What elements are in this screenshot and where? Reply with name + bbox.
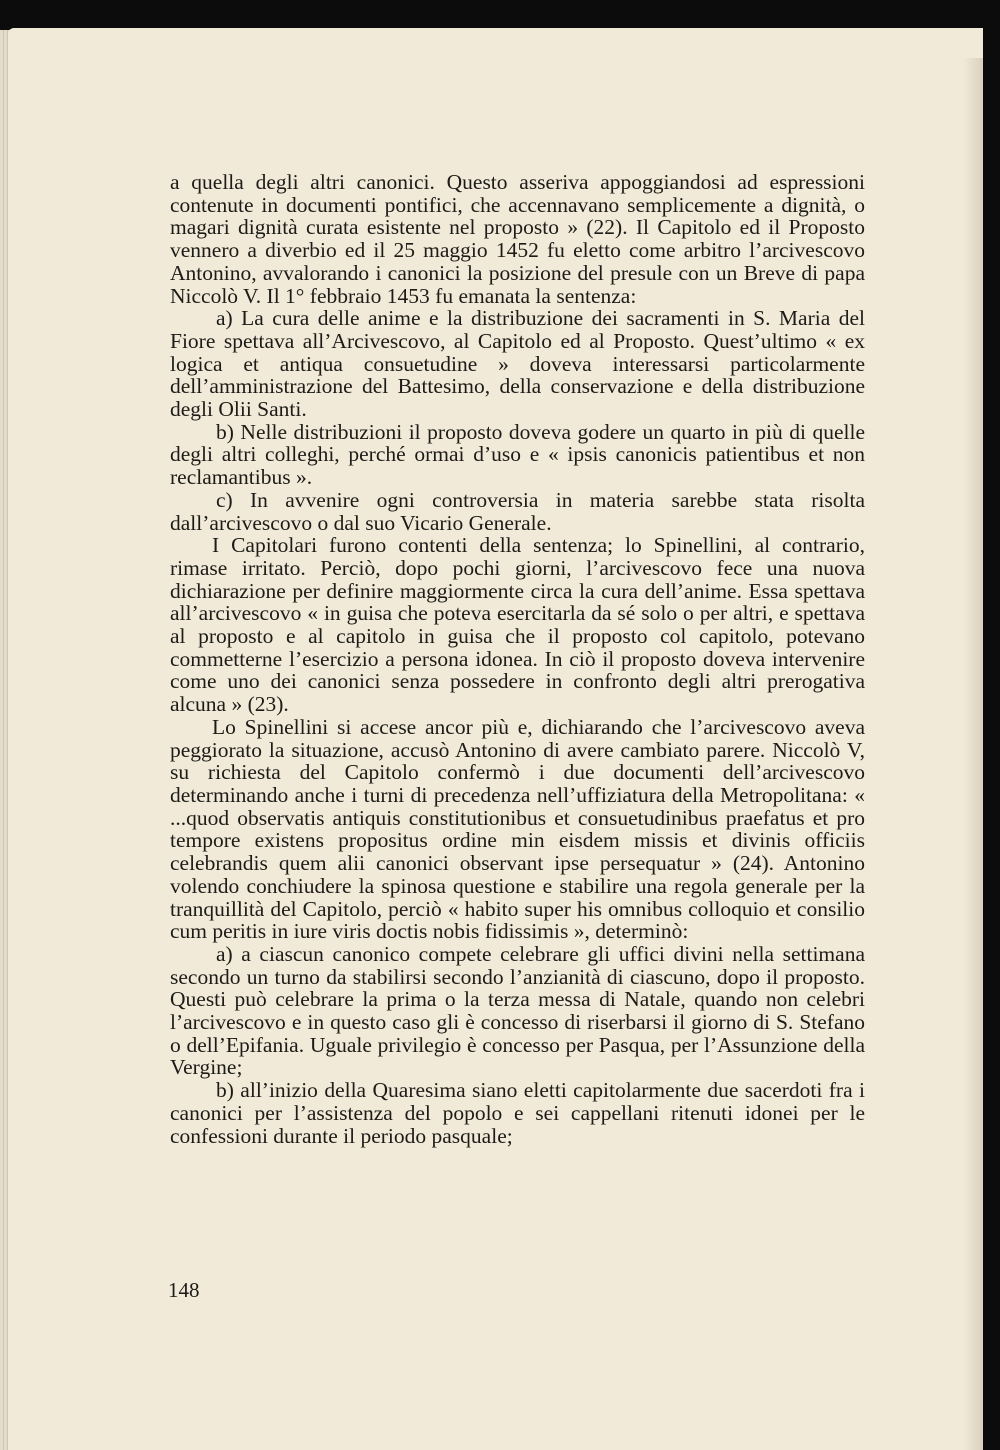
paragraph-item-a: a) La cura delle anime e la distribuzione dei sacramenti in S. Maria del Fiore spettava all’Arcivescovo, al Capitolo ed al Proposto. Quest’ultimo « ex logica et antiqua consuetudine » doveva interessarsi particolarmente dell’amministrazione del Battesimo, della conservazione e della distribuzione degli Olii Santi. bbox=[170, 306, 865, 422]
paragraph-spinellini: Lo Spinellini si accese ancor più e, dichiarando che l’arcivescovo aveva peggiorato la situazione, accusò Antonino di avere cambiato parere. Niccolò V, su richiesta del Capitolo confermò i due documenti dell’arcivescovo determinando anche i turni di precedenza nell’uffiziatura della Metropolitana: « ...quod observatis antiquis constitutionibus et consuetudinibus praefatus et pro tempore existens propositus ordine min eisdem missis et divinis officiis celebrandis quem alii canonici observant ipse persequatur » (24). Antonino volendo conchiudere la spinosa questione e stabilire una regola generale per la tranquillità del Capitolo, perciò « habito super his omnibus colloquio et consilio cum peritis in iure viris doctis nobis fidissimis », determinò: bbox=[170, 714, 865, 944]
paragraph-item-b: b) Nelle distribuzioni il proposto doveva godere un quarto in più di quelle degli altri colleghi, perché ormai d’uso e « ipsis canonicis patientibus et non reclamantibus ». bbox=[170, 419, 865, 490]
paragraph-rule-b: b) all’inizio della Quaresima siano eletti capitolarmente due sacerdoti fra i canonici per l’assistenza del popolo e sei cappellani ritenuti idonei per le confessioni durante il periodo pasquale; bbox=[170, 1078, 865, 1148]
paragraph-item-c: c) In avvenire ogni controversia in materia sarebbe stata risolta dall’arcivescovo o dal suo Vicario Generale. bbox=[170, 487, 865, 535]
body-text bbox=[170, 171, 865, 1147]
paragraph-capitolari: I Capitolari furono contenti della sentenza; lo Spinellini, al contrario, rimase irritato. Perciò, dopo pochi giorni, l’arcivescovo fece una nuova dichiarazione per definire maggiormente circa la cura dell’anime. Essa spettava all’arcivescovo « in guisa che poteva esercitarla da sé solo o per altri, e spettava al proposto e al capitolo in guisa che il proposto col capitolo, potevano commetterne l’esercizio a persona idonea. In ciò il proposto doveva intervenire come uno dei canonici senza possedere in confronto degli altri prerogativa alcuna » (23). bbox=[170, 533, 865, 717]
paragraph-intro: a quella degli altri canonici. Questo asseriva appoggiandosi ad espressioni contenute in documenti pontifici, che accennavano semplicemente a dignità, o magari dignità curata esistente nel proposto » (22). Il Capitolo ed il Proposto vennero a diverbio ed il 25 maggio 1452 fu eletto come arbitro l’arcivescovo Antonino, avvalorando i canonici la posizione del presule con un Breve di papa Niccolò V. Il 1° febbraio 1453 fu emanata la sentenza: bbox=[170, 170, 865, 308]
page-gutter-shadow bbox=[963, 58, 983, 1450]
paragraph-rule-a: a) a ciascun canonico compete celebrare gli uffici divini nella settimana secondo un turno da stabilirsi secondo l’anzianità di ciascuno, dopo il proposto. Questi può celebrare la prima o la terza messa di Natale, quando non celebri l’arcivescovo e in questo caso gli è concesso di riserbarsi il giorno di S. Stefano o dell’Epifania. Uguale privilegio è concesso per Pasqua, per l’Assunzione della Vergine; bbox=[170, 941, 865, 1080]
page-number: 148 bbox=[168, 1278, 200, 1302]
